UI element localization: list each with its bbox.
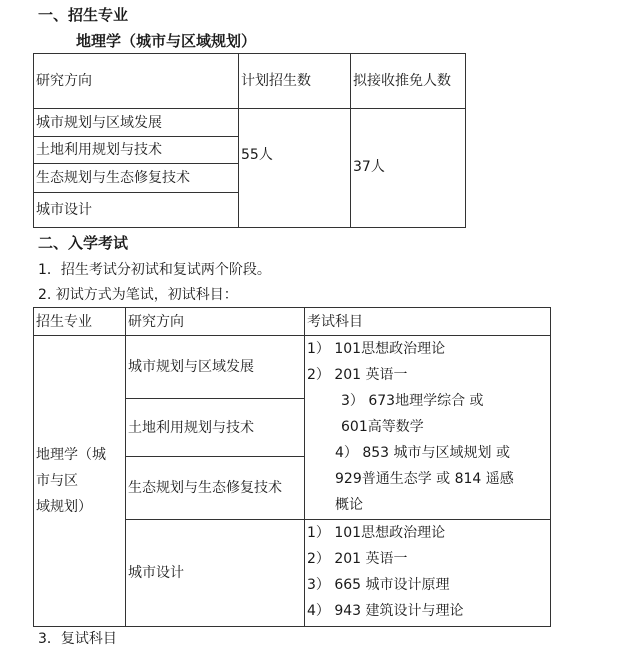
enrollment-table [33, 53, 466, 228]
section-1-heading: 一、招生专业 [38, 6, 129, 24]
direction-cell: 土地利用规划与技术 [126, 399, 305, 457]
subjects-group-1: 1） 101思想政治理论 2） 201 英语一 3） 673地理学综合 或 601高等数学 4） 853 城市与区域规划 或 929普通生态学 或 814 遥感 概论 [305, 336, 551, 520]
header-direction: 研究方向 [126, 308, 305, 336]
header-plan: 计划招生数 [239, 54, 351, 109]
subjects-group-2: 1） 101思想政治理论 2） 201 英语一 3） 665 城市设计原理 4） 943 建筑设计与理论 [305, 520, 551, 627]
major-title: 地理学（城市与区域规划） [76, 32, 257, 50]
direction-cell: 城市规划与区域发展 [126, 336, 305, 399]
direction-cell: 城市设计 [126, 520, 305, 627]
exam-subjects-table [33, 307, 551, 627]
major-cell: 地理学（城 市与区 域规划） [34, 336, 126, 627]
exam-stage-note: 1．招生考试分初试和复试两个阶段。 [38, 262, 271, 278]
header-direction: 研究方向 [34, 54, 239, 109]
direction-cell: 城市设计 [34, 193, 239, 228]
written-exam-note: 2. 初试方式为笔试，初试科目： [38, 287, 238, 303]
direction-cell: 生态规划与生态修复技术 [126, 457, 305, 520]
header-exempt: 拟接收推免人数 [351, 54, 466, 109]
section-2-heading: 二、入学考试 [38, 234, 129, 252]
exempt-count: 37人 [351, 109, 466, 228]
direction-cell: 生态规划与生态修复技术 [34, 164, 239, 193]
retest-heading-stub: 3．复试科目 [38, 631, 117, 647]
header-major: 招生专业 [34, 308, 126, 336]
header-subjects: 考试科目 [305, 308, 551, 336]
direction-cell: 土地利用规划与技术 [34, 137, 239, 164]
direction-cell: 城市规划与区域发展 [34, 109, 239, 137]
plan-count: 55人 [239, 109, 351, 228]
